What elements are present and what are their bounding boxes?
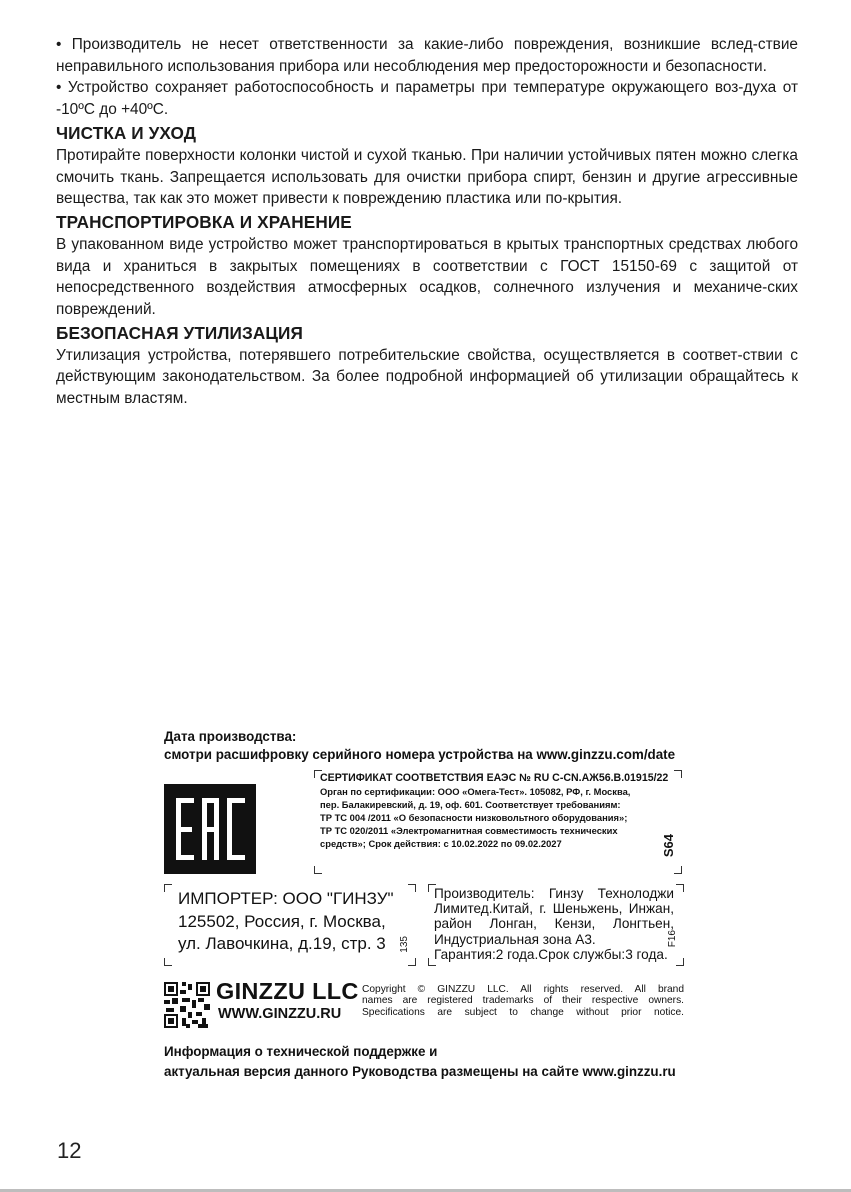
- support-info: [164, 1042, 686, 1081]
- manufacturer-code: F16: [667, 930, 678, 948]
- heading-disposal: БЕЗОПАСНАЯ УТИЛИЗАЦИЯ: [56, 322, 303, 343]
- address-row: [164, 884, 686, 968]
- copyright-line: names are registered trademarks of their respective owners.: [362, 995, 684, 1007]
- heading-cleaning: ЧИСТКА И УХОД: [56, 122, 197, 143]
- manufacturer-line: район Лонган, Кензи, Лонгтьен,: [434, 916, 674, 932]
- page-number: 12: [57, 1138, 82, 1163]
- brand-website: WWW.GINZZU.RU: [218, 1006, 342, 1022]
- manufacturer-line: Производитель: Гинзу Технолоджи: [434, 886, 674, 901]
- copyright-line: Specifications are subject to change without prior notice.: [362, 1006, 684, 1018]
- brand-name: GINZZU LLC: [216, 978, 359, 1004]
- certificate-box: [314, 770, 682, 874]
- brand-row: [164, 978, 686, 1026]
- manufacturer-box: [428, 884, 684, 966]
- certificate-line: пер. Балакиревский, д. 19, оф. 601. Соответствует требованиям:: [320, 799, 621, 811]
- heading-transport-storage: ТРАНСПОРТИРОВКА И ХРАНЕНИЕ: [56, 211, 352, 232]
- support-line: актуальная версия данного Руководства размещены на сайте www.ginzzu.ru: [164, 1063, 676, 1079]
- body-text: [56, 34, 798, 410]
- certificate-code: S64: [661, 834, 676, 858]
- text-disposal: Утилизация устройства, потерявшего потребительские свойства, осуществляется в соответ-ствии с действующим законодательством. За более подробной информацией об утилизации обращайтесь к местным властям.: [56, 346, 798, 408]
- production-date-hint: смотри расшифровку серийного номера устройства на www.ginzzu.com/date: [164, 747, 676, 762]
- importer-line: ИМПОРТЕР: ООО "ГИНЗУ": [178, 889, 394, 908]
- product-label: [164, 728, 686, 1081]
- text-cleaning: Протирайте поверхности колонки чистой и сухой тканью. При наличии устойчивых пятен можно слегка смочить ткань. Запрещается использовать для очистки прибора спирт, бензин и другие агрессивные вещества, так как это может привести к повреждению пластика или по-крытия.: [56, 146, 798, 208]
- copyright-line: Copyright © GINZZU LLC. All rights reserved. All brand: [362, 984, 684, 995]
- certificate-line: средств»; Срок действия: с 10.02.2022 по 09.02.2027: [320, 838, 562, 850]
- bullet-warranty-disclaimer: • Производитель не несет ответственности за какие-либо повреждения, возникшие вслед-ствие неправильного использования прибора или несоблюдения мер предосторожности и безопасности.: [56, 36, 798, 75]
- certificate-title: СЕРТИФИКАТ СООТВЕТСТВИЯ ЕАЭС № RU C-CN.АЖ56.B.01915/22: [320, 772, 669, 784]
- manufacturer-line: Лимитед.Китай, г. Шеньжень, Инжан,: [434, 901, 674, 917]
- copyright-notice: [362, 984, 684, 1018]
- manufacturer-line: Индустриальная зона А3.: [434, 931, 596, 947]
- production-date-title: Дата производства:: [164, 729, 297, 744]
- importer-box: [164, 884, 416, 966]
- certificate-line: ТР ТС 020/2011 «Электромагнитная совместимость технических: [320, 825, 618, 837]
- bullet-operating-temperature: • Устройство сохраняет работоспособность и параметры при температуре окружающего воз-духа от -10ºС до +40ºС.: [56, 79, 798, 119]
- certificate-line: ТР ТС 004 /2011 «О безопасности низковольтного оборудования»;: [320, 812, 628, 824]
- certificate-row: [164, 770, 686, 878]
- importer-line: ул. Лавочкина, д.19, стр. 3: [178, 934, 386, 953]
- manufacturer-line: Гарантия:2 года.Срок службы:3 года.: [434, 946, 668, 962]
- certificate-line: Орган по сертификации: ООО «Омега-Тест». 105082, РФ, г. Москва,: [320, 786, 631, 798]
- text-transport-storage: В упакованном виде устройство может транспортироваться в крытых транспортных средствах любого вида и храниться в закрытых помещениях в соответствии с ГОСТ 15150-69 с защитой от непосредственного воздействия атмосферных осадков, солнечного излучения и механиче-ских повреждений.: [56, 235, 798, 319]
- support-line: Информация о технической поддержке и: [164, 1044, 438, 1059]
- importer-line: 125502, Россия, г. Москва,: [178, 911, 386, 931]
- eac-logo: [164, 784, 256, 874]
- qr-code-icon: [164, 982, 210, 1028]
- production-date: [164, 728, 686, 764]
- importer-code: 135: [399, 936, 410, 953]
